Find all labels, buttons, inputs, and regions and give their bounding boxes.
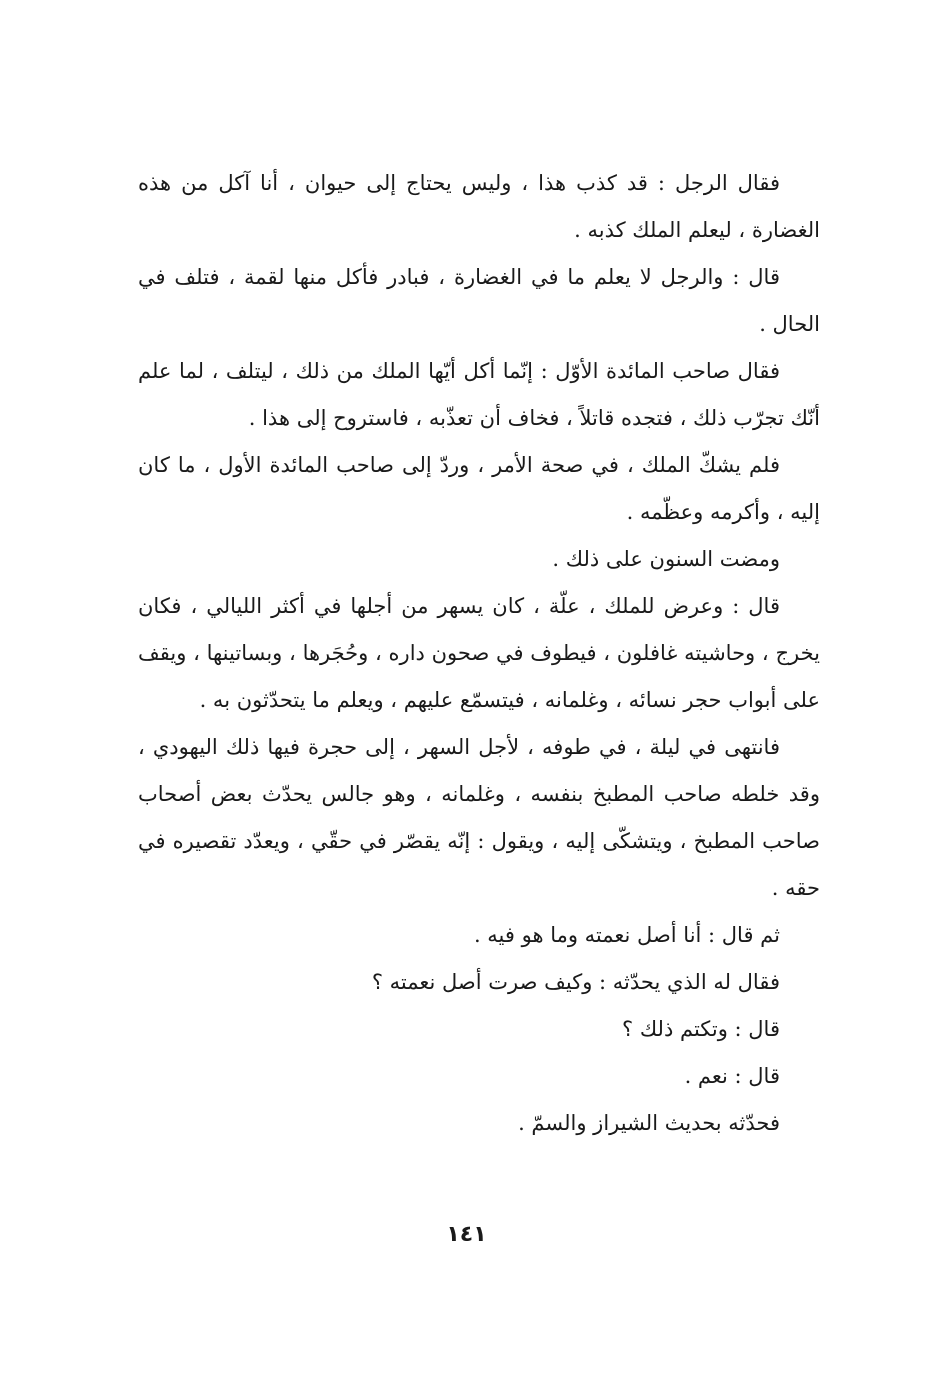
dialogue-line: فحدّثه بحديث الشيراز والسمّ .: [518, 1111, 780, 1135]
paragraph: فقال الرجل : قد كذب هذا ، وليس يحتاج إلى حيوان ، أنا آكل من هذه الغضارة ، ليعلم الملك كذبه .: [138, 171, 820, 242]
dialogue-line: قال : نعم .: [684, 1064, 780, 1088]
paragraph: فلم يشكّ الملك ، في صحة الأمر ، وردّ إلى صاحب المائدة الأول ، ما كان إليه ، وأكرمه وعظّمه .: [138, 453, 820, 524]
dialogue-line: فقال له الذي يحدّثه : وكيف صرت أصل نعمته ؟: [371, 970, 780, 994]
page-body: [138, 160, 820, 1147]
paragraph: فقال صاحب المائدة الأوّل : إنّما أكل أيّها الملك من ذلك ، ليتلف ، لما علم أنّك تجرّب ذلك ، فتجده قاتلاً ، فخاف أن تعذّبه ، فاستروح إلى هذا .: [138, 359, 820, 430]
paragraph: قال : والرجل لا يعلم ما في الغضارة ، فبادر فأكل منها لقمة ، فتلف في الحال .: [138, 265, 820, 336]
dialogue-line: قال : وتكتم ذلك ؟: [622, 1017, 780, 1041]
paragraph: ومضت السنون على ذلك .: [552, 547, 780, 571]
paragraph: قال : وعرض للملك ، علّة ، كان يسهر من أجلها في أكثر الليالي ، فكان يخرج ، وحاشيته غافلون ، فيطوف في صحون داره ، وحُجَرها ، وبساتينها ، ويقف على أبواب حجر نسائه ، وغلمانه ، فيتسمّع عليهم ، ويعلم ما يتحدّثون به .: [138, 594, 820, 712]
dialogue-line: ثم قال : أنا أصل نعمته وما هو فيه .: [473, 923, 780, 947]
page-number: ١٤١: [446, 1222, 487, 1247]
paragraph: فانتهى في ليلة ، في طوفه ، لأجل السهر ، إلى حجرة فيها ذلك اليهودي ، وقد خلطه صاحب المطبخ بنفسه ، وغلمانه ، وهو جالس يحدّث بعض أصحاب صاحب المطبخ ، ويتشكّى إليه ، ويقول : إنّه يقصّر في حقّي ، ويعدّد تقصيره في حقه .: [138, 735, 820, 900]
